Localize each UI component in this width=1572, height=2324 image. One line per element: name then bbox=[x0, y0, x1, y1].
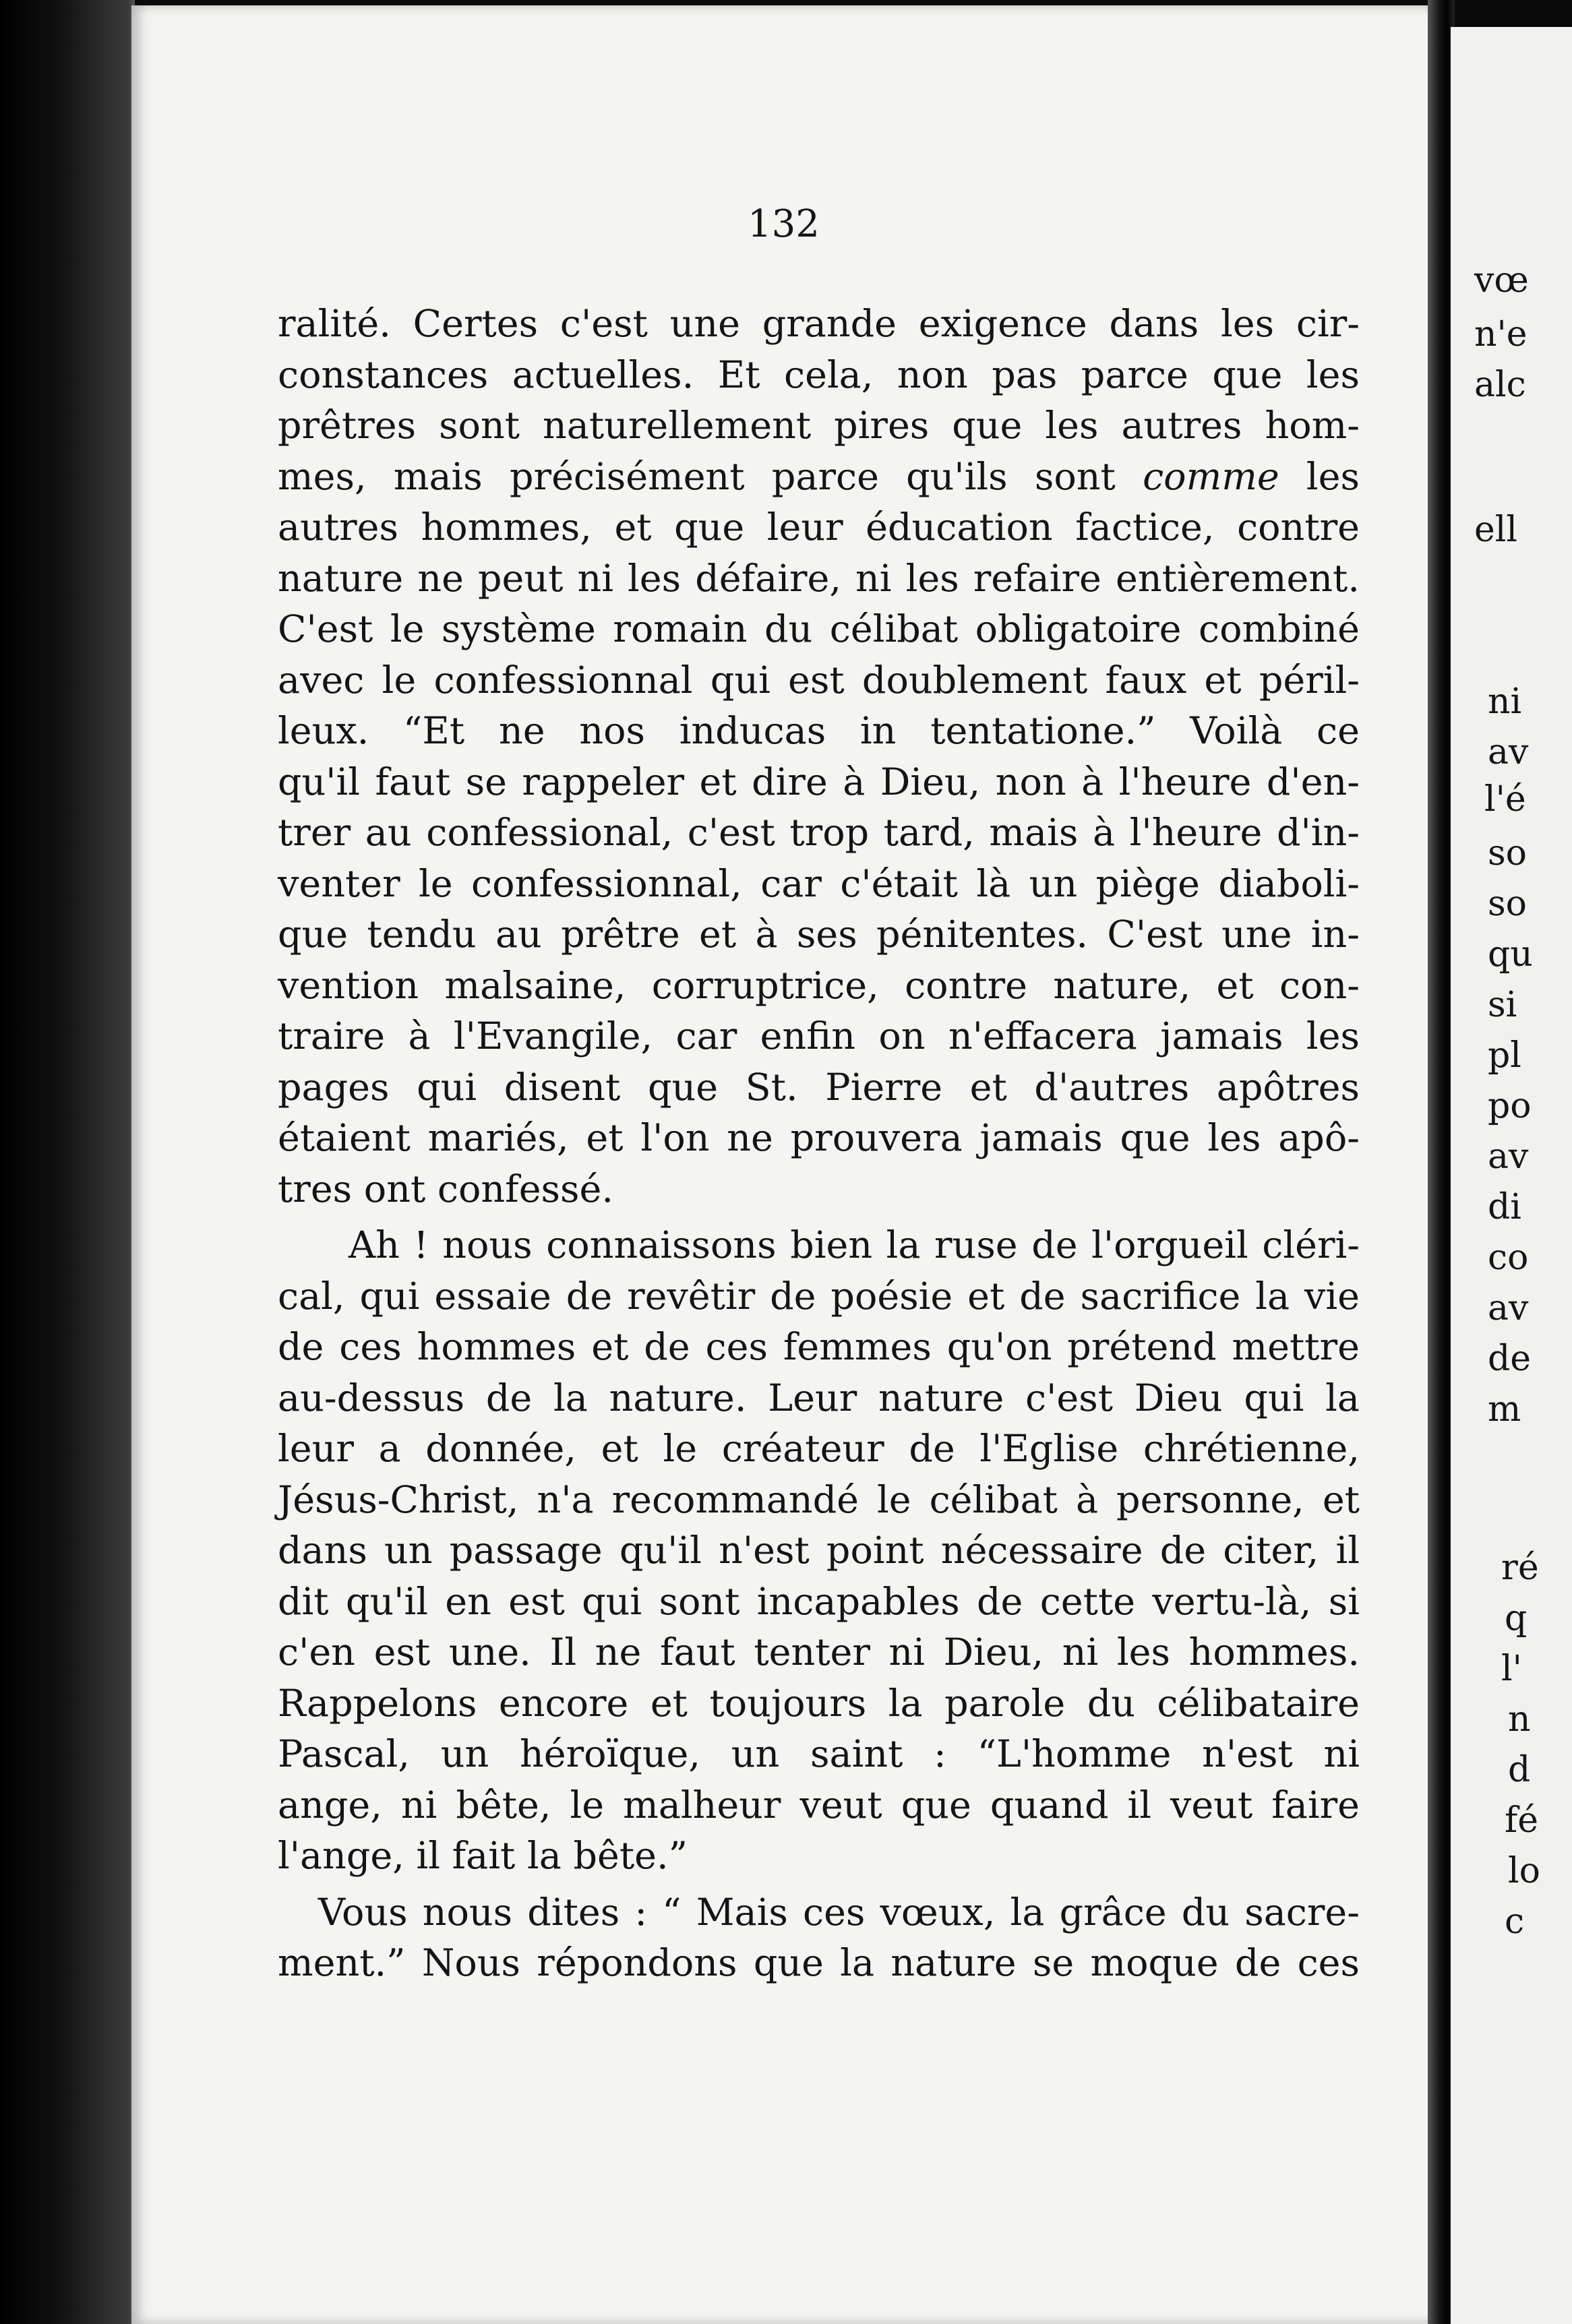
next-page-fragment: d bbox=[1508, 1750, 1531, 1790]
text-line: étaient mariés, et l'on ne prouvera jamais que les apô- bbox=[278, 1116, 1360, 1160]
text-line: vention malsaine, corruptrice, contre nature, et con- bbox=[278, 963, 1360, 1008]
next-page-fragment: de bbox=[1488, 1339, 1532, 1379]
next-page-fragment: av bbox=[1488, 1288, 1529, 1328]
next-page-fragment: ell bbox=[1474, 510, 1518, 550]
next-page-fragment: l'é bbox=[1484, 779, 1526, 820]
next-page-fragment: lo bbox=[1508, 1851, 1540, 1891]
text-line: dans un passage qu'il n'est point nécessaire de citer, il bbox=[278, 1529, 1360, 1572]
text-line: avec le confessionnal qui est doublement faux et péril- bbox=[278, 658, 1360, 702]
next-page-fragment: ré bbox=[1501, 1548, 1539, 1588]
text-line: c'en est une. Il ne faut tenter ni Dieu, ni les hommes. bbox=[278, 1630, 1360, 1674]
next-page-fragment: l' bbox=[1501, 1649, 1522, 1689]
text-line: Pascal, un héroïque, un saint : “L'homme n'est ni bbox=[278, 1732, 1360, 1776]
page-number: 132 bbox=[748, 202, 820, 246]
text-line: traire à l'Evangile, car enfin on n'effacera jamais les bbox=[278, 1014, 1360, 1058]
text-line: pages qui disent que St. Pierre et d'autres apôtres bbox=[278, 1065, 1360, 1109]
text-line: Rappelons encore et toujours la parole du célibataire bbox=[278, 1681, 1360, 1725]
next-page-fragment: so bbox=[1488, 884, 1527, 924]
text-line: Vous nous dites : “ Mais ces vœux, la grâce du sacre- bbox=[318, 1890, 1360, 1934]
next-page-fragment: vœ bbox=[1474, 260, 1529, 301]
text-line: cal, qui essaie de revêtir de poésie et de sacrifice la vie bbox=[278, 1274, 1360, 1318]
next-page-fragment: qu bbox=[1488, 934, 1533, 975]
next-page-fragment: pl bbox=[1488, 1035, 1521, 1076]
text-line: au-dessus de la nature. Leur nature c'est Dieu qui la bbox=[278, 1376, 1360, 1420]
next-page-fragment: av bbox=[1488, 732, 1529, 772]
next-page-fragment: di bbox=[1488, 1187, 1521, 1227]
paragraph-1 bbox=[278, 299, 1360, 1215]
page-body-text bbox=[278, 299, 1360, 1989]
text-line: ralité. Certes c'est une grande exigence dans les cir- bbox=[278, 302, 1360, 346]
text-line: dit qu'il en est qui sont incapables de cette vertu-là, si bbox=[278, 1579, 1360, 1624]
text-line: prêtres sont naturellement pires que les autres hom- bbox=[278, 404, 1360, 448]
text-line: venter le confessionnal, car c'était là un piège diaboli- bbox=[278, 861, 1360, 906]
paragraph-2 bbox=[278, 1220, 1360, 1882]
text-line: nature ne peut ni les défaire, ni les refaire entièrement. bbox=[278, 556, 1360, 601]
text-line: autres hommes, et que leur éducation factice, contre bbox=[278, 506, 1360, 549]
next-page-fragment: co bbox=[1488, 1237, 1529, 1278]
binding-shadow bbox=[0, 0, 135, 2324]
text-line: ment.” Nous répondons que la nature se moque de ces bbox=[278, 1941, 1360, 1985]
next-page-fragment: po bbox=[1488, 1086, 1532, 1126]
text-line: de ces hommes et de ces femmes qu'on prétend mettre bbox=[278, 1325, 1360, 1369]
paragraph-3 bbox=[278, 1887, 1360, 1989]
text-line: trer au confessional, c'est trop tard, mais à l'heure d'in- bbox=[278, 811, 1360, 855]
text-line: ange, ni bête, le malheur veut que quand il veut faire bbox=[278, 1783, 1360, 1827]
next-page-fragment: q bbox=[1505, 1598, 1528, 1639]
next-page-fragment: n'e bbox=[1474, 314, 1528, 355]
text-line: C'est le système romain du célibat obligatoire combiné bbox=[278, 607, 1360, 651]
next-page-edge bbox=[1451, 27, 1572, 2324]
text-line: qu'il faut se rappeler et dire à Dieu, non à l'heure d'en- bbox=[278, 760, 1360, 804]
text-line: leur a donnée, et le créateur de l'Eglise chrétienne, bbox=[278, 1427, 1360, 1471]
next-page-fragment: n bbox=[1508, 1699, 1531, 1740]
text-line: constances actuelles. Et cela, non pas parce que les bbox=[278, 353, 1360, 397]
next-page-fragment: so bbox=[1488, 833, 1527, 874]
text-line: tres ont confessé. bbox=[278, 1167, 613, 1211]
next-page-fragment: m bbox=[1488, 1389, 1521, 1430]
text-line: Jésus-Christ, n'a recommandé le célibat à personne, et bbox=[278, 1477, 1360, 1522]
text-line: l'ange, il fait la bête.” bbox=[278, 1834, 688, 1878]
next-page-fragment: fé bbox=[1505, 1800, 1539, 1841]
next-page-fragment: av bbox=[1488, 1136, 1529, 1177]
text-line: que tendu au prêtre et à ses pénitentes. C'est une in- bbox=[278, 913, 1360, 956]
text-line: leux. “Et ne nos inducas in tentatione.” Voilà ce bbox=[278, 709, 1360, 753]
next-page-fragment: alc bbox=[1474, 365, 1526, 405]
next-page-fragment: ni bbox=[1488, 681, 1522, 722]
next-page-fragment: si bbox=[1488, 985, 1517, 1025]
text-line: mes, mais précisément parce qu'ils sont comme les bbox=[278, 454, 1360, 499]
next-page-fragment: c bbox=[1505, 1901, 1525, 1942]
text-line: Ah ! nous connaissons bien la ruse de l'orgueil cléri- bbox=[349, 1223, 1360, 1267]
